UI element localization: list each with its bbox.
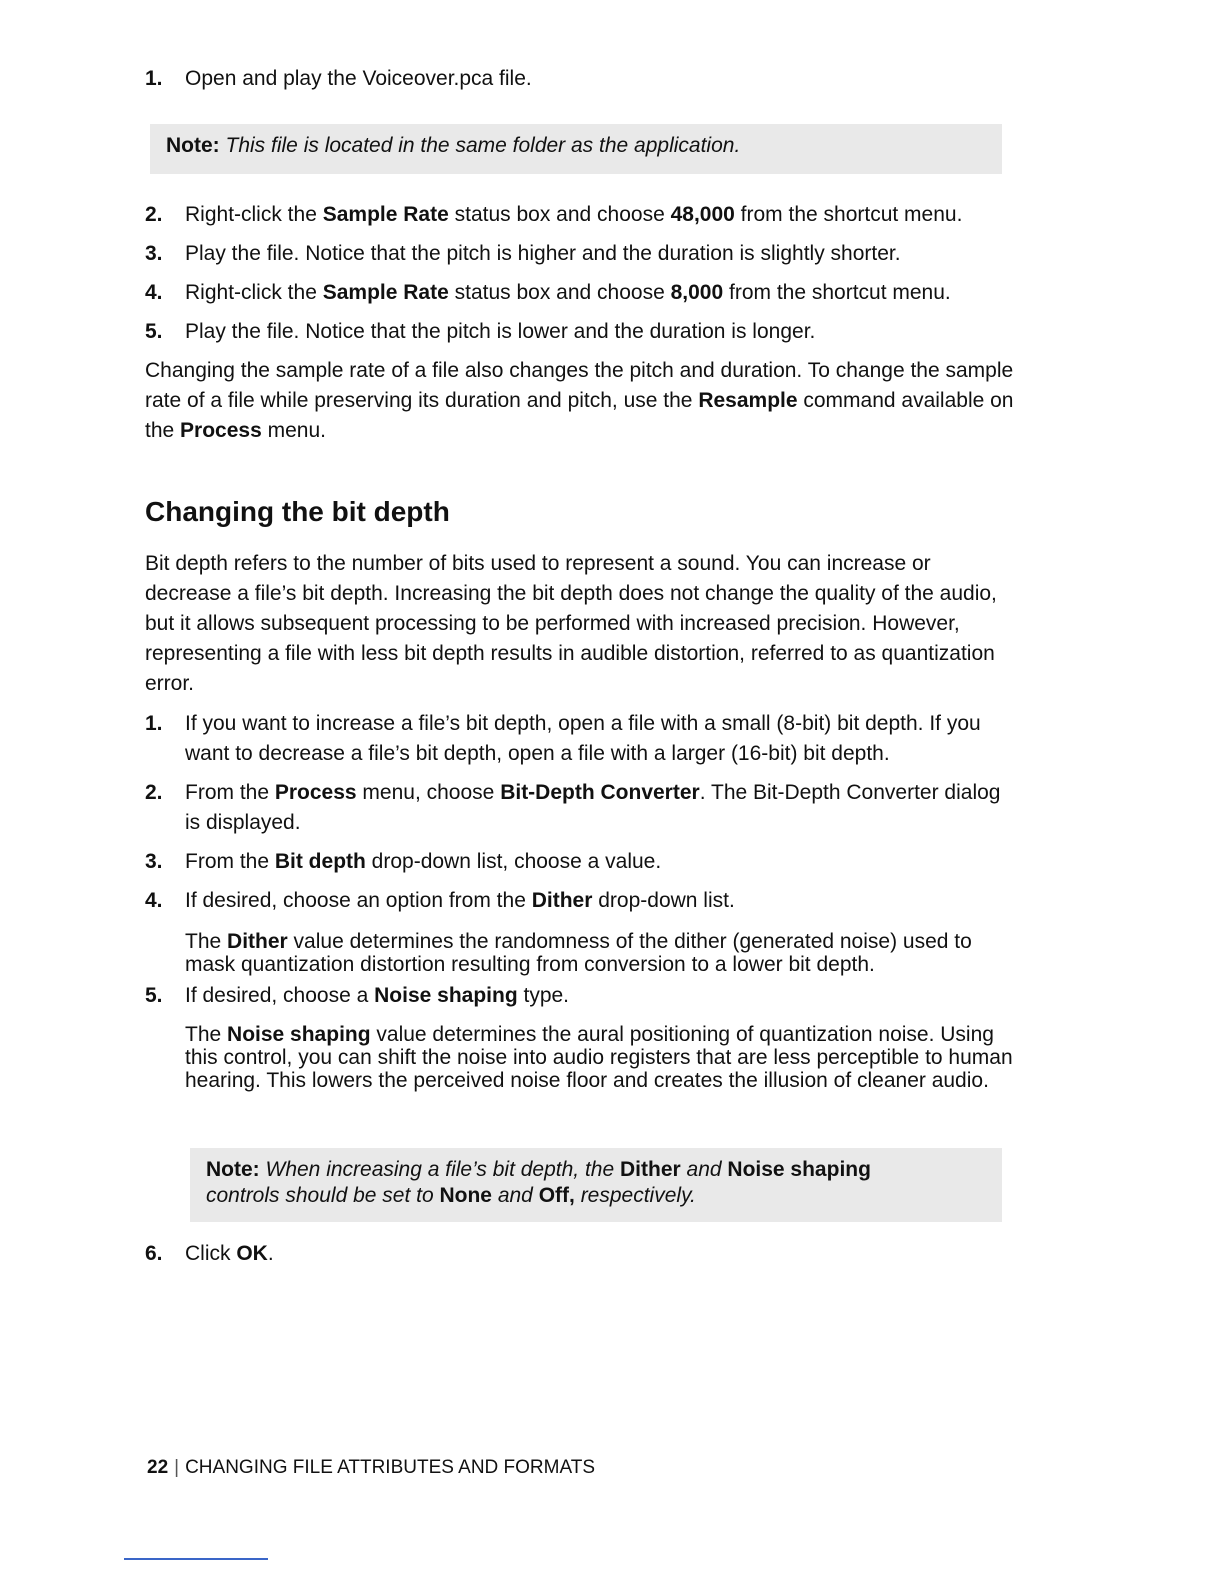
step-text: Click OK.	[185, 1242, 274, 1265]
step-number: 4.	[145, 281, 163, 304]
step-text: If desired, choose an option from the Dither drop-down list.	[185, 889, 735, 912]
footer-separator: |	[174, 1457, 180, 1478]
note-box	[150, 124, 1002, 174]
section-heading: Changing the bit depth	[145, 496, 450, 527]
note-text: Note: When increasing a file’s bit depth, the Dither and Noise shaping controls should be set to None and Off, respectively.	[206, 1158, 871, 1207]
step-number: 2.	[145, 781, 163, 804]
step-text: Right-click the Sample Rate status box and choose 48,000 from the shortcut menu.	[185, 203, 963, 226]
step-number: 6.	[145, 1242, 163, 1265]
chapter-title: CHANGING FILE ATTRIBUTES AND FORMATS	[185, 1457, 596, 1478]
step-number: 5.	[145, 984, 163, 1007]
step-number: 1.	[145, 67, 163, 90]
step-text: If desired, choose a Noise shaping type.	[185, 984, 570, 1007]
bottom-rule	[124, 1558, 268, 1560]
step-number: 3.	[145, 242, 163, 265]
step-number: 3.	[145, 850, 163, 873]
step-text: Open and play the Voiceover.pca file.	[185, 67, 532, 90]
page-number: 22	[147, 1457, 169, 1478]
note-text: Note: This file is located in the same folder as the application.	[166, 134, 741, 157]
body-paragraph: Bit depth refers to the number of bits used to represent a sound. You can increase or decrease a file’s bit depth. Increasing the bit depth does not change the quality of the audio, but it allows subsequent processing to be performed with increased precision. However, representing a file with less bit depth results in audible distortion, referred to as quantization error.	[145, 552, 997, 695]
step-text: From the Bit depth drop-down list, choose a value.	[185, 850, 662, 873]
step-text: Play the file. Notice that the pitch is higher and the duration is slightly shorter.	[185, 242, 901, 265]
step-text: From the Process menu, choose Bit-Depth Converter. The Bit-Depth Converter dialog is displayed.	[185, 781, 1001, 834]
step-number: 4.	[145, 889, 163, 912]
step-number: 5.	[145, 320, 163, 343]
step-text: Right-click the Sample Rate status box and choose 8,000 from the shortcut menu.	[185, 281, 951, 304]
step-number: 1.	[145, 712, 163, 735]
step-detail: The Dither value determines the randomness of the dither (generated noise) used to mask quantization distortion resulting from conversion to a lower bit depth.	[185, 930, 972, 976]
body-paragraph: Changing the sample rate of a file also changes the pitch and duration. To change the sample rate of a file while preserving its duration and pitch, use the Resample command available on the Process menu.	[145, 359, 1014, 442]
step-text: If you want to increase a file’s bit depth, open a file with a small (8-bit) bit depth. If you want to decrease a file’s bit depth, open a file with a larger (16-bit) bit depth.	[185, 712, 981, 765]
page-footer	[147, 1455, 595, 1481]
note-box	[190, 1148, 1002, 1222]
step-detail: The Noise shaping value determines the aural positioning of quantization noise. Using this control, you can shift the noise into audio registers that are less perceptible to human hearing. This lowers the perceived noise floor and creates the illusion of cleaner audio.	[185, 1023, 1013, 1092]
step-number: 2.	[145, 203, 163, 226]
step-text: Play the file. Notice that the pitch is lower and the duration is longer.	[185, 320, 816, 343]
